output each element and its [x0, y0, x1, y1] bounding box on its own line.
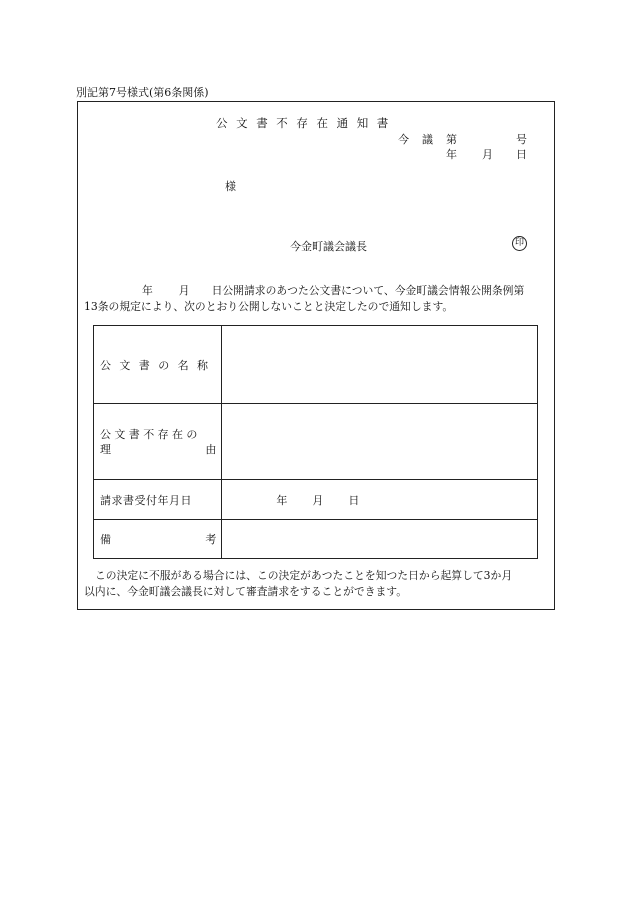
doc-date-year: 年: [446, 148, 457, 161]
receipt-date: [222, 480, 537, 519]
doc-date-day: 日: [516, 148, 527, 161]
notes-value-cell: [222, 520, 538, 559]
ref-suffix: 号: [516, 133, 527, 146]
doc-date-month: 月: [482, 148, 493, 161]
ref-no: 第: [446, 133, 457, 146]
info-table: [93, 325, 538, 559]
receipt-month: 月: [312, 494, 324, 507]
notes-label-char-1: 備: [100, 533, 111, 546]
table-row: [94, 480, 538, 520]
reason-label-cell: [94, 404, 222, 480]
notice-text: [84, 283, 552, 315]
notes-label-char-2: 考: [205, 533, 217, 546]
notice-line-2: 13条の規定により、次のとおり公開しないことと決定したので通知します。: [84, 300, 454, 313]
ref-prefix: 今: [398, 133, 409, 146]
notice-line-1-rest: 日公開請求のあつた公文書について、今金町議会情報公開条例第: [211, 284, 525, 297]
appeal-line-1: この決定に不服がある場合には、この決定があつたことを知つた日から起算して3か月: [95, 569, 513, 582]
seal-mark: 印: [512, 236, 527, 251]
notes-label-cell: [94, 520, 222, 559]
receipt-year: 年: [276, 494, 288, 507]
notice-line-1: [84, 283, 552, 299]
reason-label-line-2: [100, 442, 216, 457]
form-label: 別記第7号様式(第6条関係): [76, 86, 209, 99]
appeal-notice: [84, 568, 554, 600]
appeal-line-2: 以内に、今金町議会議長に対して審査請求をすることができます。: [84, 585, 408, 598]
table-row: [94, 326, 538, 404]
ref-council: 議: [422, 133, 433, 146]
reason-value-cell: [222, 404, 538, 480]
notice-month: 月: [178, 284, 190, 297]
name-label: 公文書の名称: [100, 358, 217, 372]
addressee: 様: [225, 180, 236, 193]
reason-label-line-1: 公文書不存在の: [100, 427, 201, 441]
notes-label: [100, 531, 216, 547]
reason-label-char-1: 理: [100, 442, 111, 456]
table-row: [94, 404, 538, 480]
date-label-cell: [94, 480, 222, 520]
name-label-cell: [94, 326, 222, 404]
name-value-cell: [222, 326, 538, 404]
sender-name: 今金町議会議長: [290, 240, 367, 253]
date-label: 請求書受付年月日: [100, 493, 192, 507]
document-title: 公文書不存在通知書: [216, 116, 397, 130]
table-row: [94, 520, 538, 559]
receipt-date-cell: [222, 480, 538, 520]
notice-year: 年: [142, 284, 153, 297]
receipt-day: 日: [348, 494, 360, 507]
reason-label-char-2: 由: [205, 442, 217, 456]
